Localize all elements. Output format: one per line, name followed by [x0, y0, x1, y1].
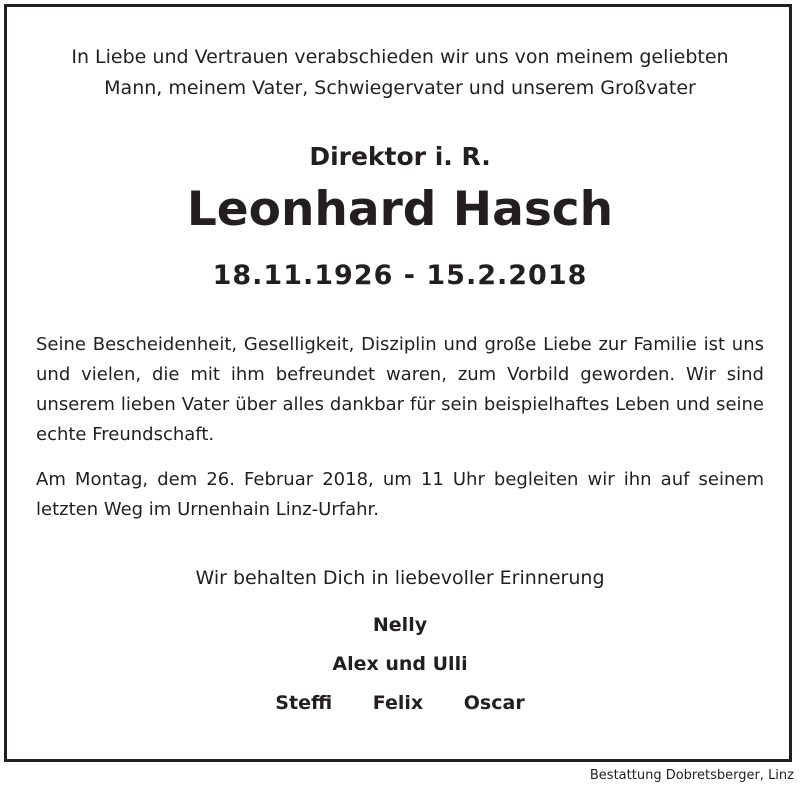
mourner-line-3 [0, 688, 800, 718]
funeral-details-paragraph: Am Montag, dem 26. Februar 2018, um 11 Uhr begleiten wir ihn auf seinem letzten Weg im Urnenhain Linz-Urfahr. [36, 469, 764, 520]
mourner-line-2: Alex und Ulli [332, 653, 468, 675]
mourner-name: Felix [372, 692, 424, 714]
intro-text [0, 42, 800, 104]
life-dates: 18.11.1926 - 15.2.2018 [212, 260, 588, 291]
closing-line: Wir behalten Dich in liebevoller Erinnerung [195, 567, 605, 589]
mourner-name: Oscar [463, 692, 525, 714]
mourner-line-1: Nelly [372, 614, 428, 636]
deceased-name: Leonhard Hasch [186, 182, 614, 237]
intro-line-1: In Liebe und Vertrauen verabschieden wir uns von meinem geliebten [71, 46, 729, 68]
tribute-paragraph: Seine Bescheidenheit, Geselligkeit, Disziplin und große Liebe zur Familie ist uns und vielen, die mit ihm befreundet waren, zum Vorbild geworden. Wir sind unserem lieben Vater über alles dankbar für sein beispielhaftes Leben und seine echte Freundschaft. [36, 334, 764, 445]
intro-line-2: Mann, meinem Vater, Schwiegervater und unserem Großvater [104, 77, 696, 99]
funeral-home-credit: Bestattung Dobretsberger, Linz [589, 768, 794, 783]
deceased-title: Direktor i. R. [309, 142, 491, 171]
mourner-name: Steffi [275, 692, 333, 714]
